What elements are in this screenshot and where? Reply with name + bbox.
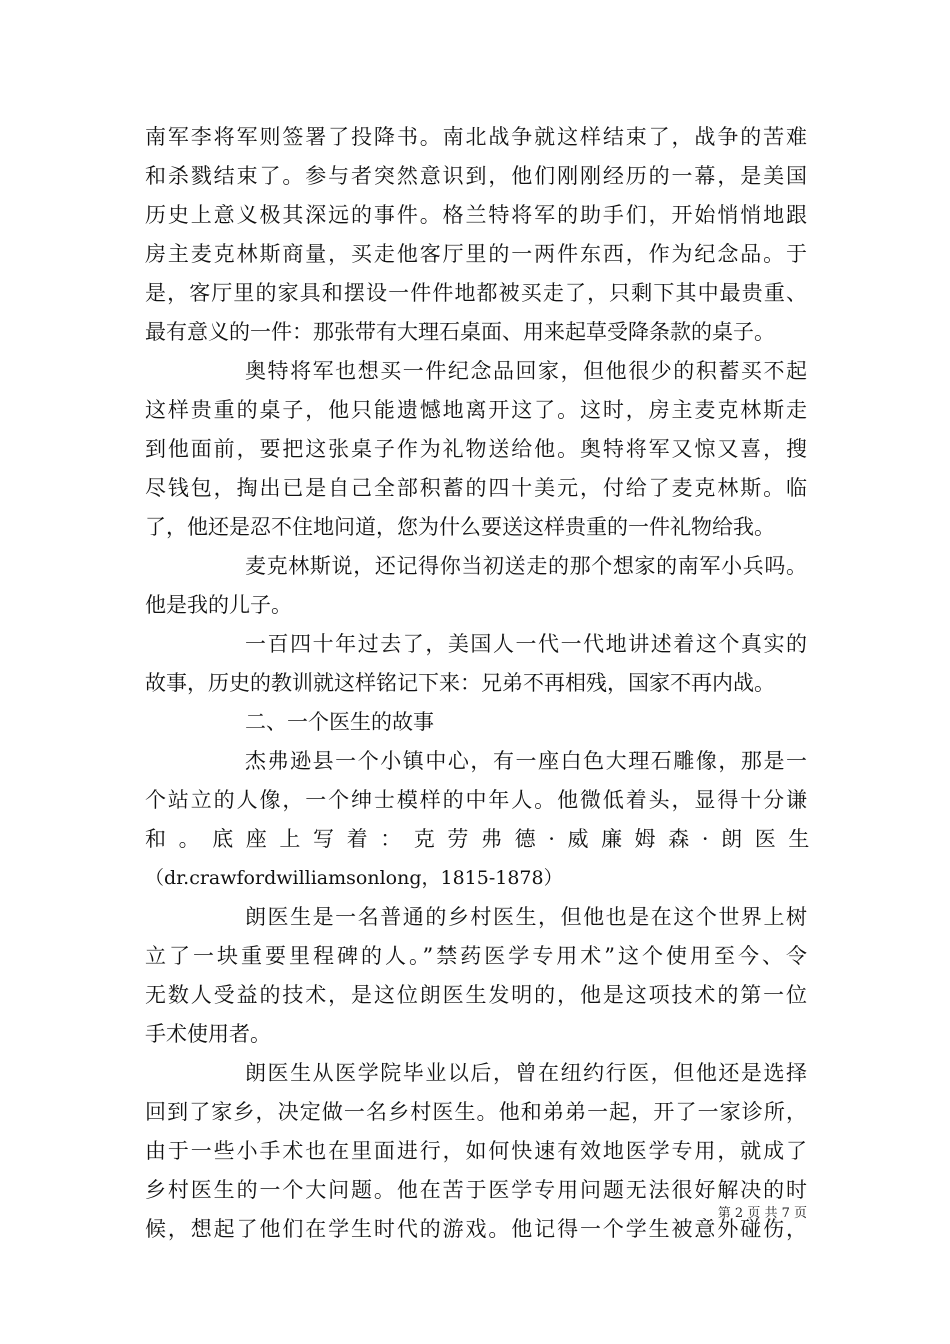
text-line: 候，想起了他们在学生时代的游戏。他记得一个学生被意外碰伤， <box>145 1217 807 1241</box>
text-line: 是，客厅里的家具和摆设一件件地都被买走了，只剩下其中最贵重、 <box>145 281 807 305</box>
text-line: 南军李将军则签署了投降书。南北战争就这样结束了，战争的苦难 <box>145 125 807 149</box>
text-line: 房主麦克林斯商量，买走他客厅里的一两件东西，作为纪念品。于 <box>145 242 807 266</box>
text-line: 故事，历史的教训就这样铭记下来：兄弟不再相残，国家不再内战。 <box>145 671 775 695</box>
body-text <box>145 118 822 1249</box>
text-line: 回到了家乡，决定做一名乡村医生。他和弟弟一起，开了一家诊所， <box>145 1100 807 1124</box>
text-line: 无数人受益的技术，是这位朗医生发明的，他是这项技术的第一位 <box>145 983 807 1007</box>
text-line: 杰弗逊县一个小镇中心，有一座白色大理石雕像，那是一 <box>245 749 807 773</box>
text-line: 和杀戮结束了。参与者突然意识到，他们刚刚经历的一幕，是美国 <box>145 164 807 188</box>
text-line: 这样贵重的桌子，他只能遗憾地离开这了。这时，房主麦克林斯走 <box>145 398 807 422</box>
paragraph <box>145 742 822 898</box>
text-line: 个站立的人像，一个绅士模样的中年人。他微低着头，显得十分谦 <box>145 788 807 812</box>
text-line: （dr.crawfordwilliamsonlong，1815-1878） <box>145 867 563 889</box>
paragraph <box>145 118 807 352</box>
text-line: 历史上意义极其深远的事件。格兰特将军的助手们，开始悄悄地跟 <box>145 203 807 227</box>
text-line: 乡村医生的一个大问题。他在苦于医学专用问题无法很好解决的时 <box>145 1178 807 1202</box>
text-line: 奥特将军也想买一件纪念品回家，但他很少的积蓄买不起 <box>245 359 807 383</box>
section-heading: 二、一个医生的故事 <box>245 710 434 734</box>
text-line: 尽钱包，掏出已是自己全部积蓄的四十美元，付给了麦克林斯。临 <box>145 476 807 500</box>
text-line: 立了一块重要里程碑的人。”禁药医学专用术”这个使用至今、令 <box>145 944 807 968</box>
paragraph <box>145 352 807 547</box>
text-line: 由于一些小手术也在里面进行，如何快速有效地医学专用，就成了 <box>145 1139 807 1163</box>
text-line: 和。底座上写着：克劳弗德·威廉姆森·朗医生 <box>145 827 822 851</box>
text-line: 了，他还是忍不住地问道，您为什么要送这样贵重的一件礼物给我。 <box>145 515 775 539</box>
paragraph <box>145 898 807 1054</box>
text-line: 一百四十年过去了，美国人一代一代地讲述着这个真实的 <box>245 632 807 656</box>
text-line: 麦克林斯说，还记得你当初送走的那个想家的南军小兵吗。 <box>245 554 807 578</box>
paragraph <box>145 547 807 625</box>
paragraph <box>145 625 807 703</box>
text-line: 朗医生是一名普通的乡村医生，但他也是在这个世界上树 <box>245 905 807 929</box>
text-line: 最有意义的一件：那张带有大理石桌面、用来起草受降条款的桌子。 <box>145 320 775 344</box>
text-line: 手术使用者。 <box>145 1022 271 1046</box>
page-number: 第 2 页 共 7 页 <box>717 1206 807 1221</box>
text-line: 他是我的儿子。 <box>145 593 292 617</box>
text-line: 朗医生从医学院毕业以后，曾在纽约行医，但他还是选择 <box>245 1061 807 1085</box>
text-line: 到他面前，要把这张桌子作为礼物送给他。奥特将军又惊又喜，搜 <box>145 437 807 461</box>
